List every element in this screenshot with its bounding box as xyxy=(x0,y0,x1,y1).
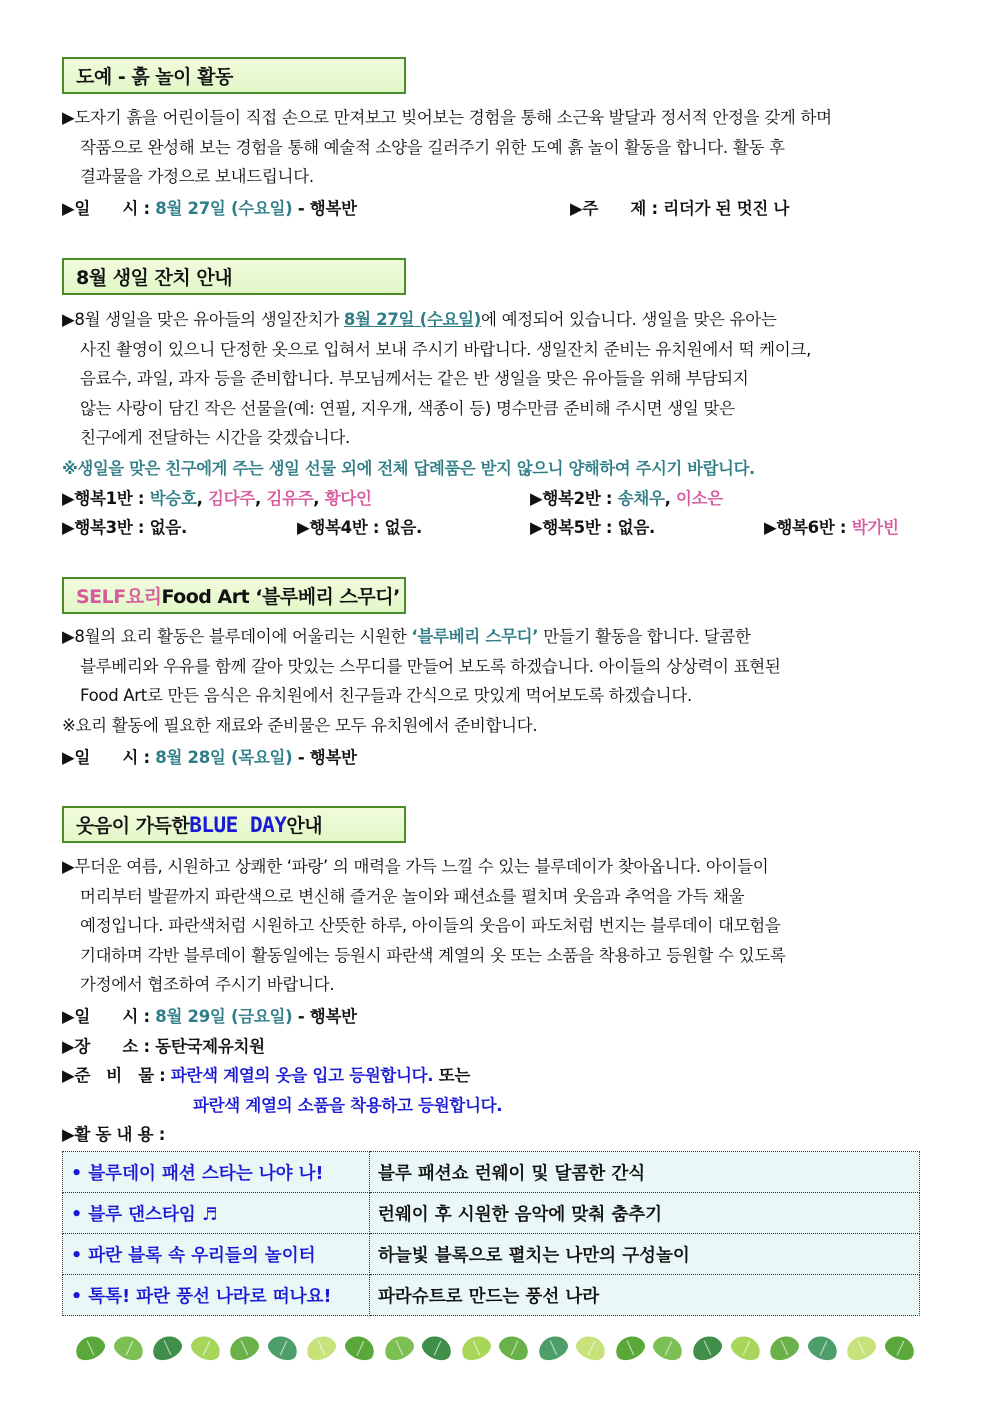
section-title-blueday xyxy=(62,806,406,843)
class5-birthdays: ▶행복5반 : 없음. xyxy=(530,518,655,537)
leaf-icon xyxy=(457,1332,493,1365)
prep-value: 파란색 계열의 옷을 입고 등원합니다. xyxy=(170,1066,434,1085)
leaf-icon xyxy=(265,1332,301,1365)
paragraph-line: 예정입니다. 파란색처럼 시원하고 산뜻한 하루, 아이들의 웃음이 파도처럼 번지는 블루데이 대모험을 xyxy=(80,916,781,935)
theme-value: 리더가 된 멋진 나 xyxy=(663,199,790,218)
text-span: ▶8월 생일을 맞은 유아들의 생일잔치가 xyxy=(62,310,344,329)
leaf-icon xyxy=(650,1332,686,1365)
date-value: 8월 27일 (수요일) xyxy=(155,199,293,218)
paragraph-line: 음료수, 과일, 과자 등을 준비합니다. 부모님께서는 같은 반 생일을 맞은 유아들을 위해 부담되지 xyxy=(80,369,749,388)
activity-name: • 톡톡! 파란 풍선 나라로 떠나요! xyxy=(63,1275,370,1316)
leaf-icon xyxy=(303,1332,339,1365)
paragraph-line: ※요리 활동에 필요한 재료와 준비물은 모두 유치원에서 준비합니다. xyxy=(62,715,538,735)
pottery-date xyxy=(62,195,357,219)
child-name: 이소은 xyxy=(676,489,723,508)
class-label: ▶행복1반 : xyxy=(62,489,150,508)
activity-desc: 하늘빛 블록으로 펼치는 나만의 구성놀이 xyxy=(370,1234,920,1275)
prep-label: ▶준 비 물 : xyxy=(62,1066,171,1085)
section-title-birthday xyxy=(62,258,406,295)
birthday-note: ※생일을 맞은 친구에게 주는 생일 선물 외에 전체 답례품은 받지 않으니 양해하여 주시기 바랍니다. xyxy=(62,459,755,478)
leaf-icon xyxy=(535,1332,571,1365)
text-span: ▶8월의 요리 활동은 블루데이에 어울리는 시원한 xyxy=(62,627,412,646)
section-title-text: Food Art ‘블루베리 스무디’ xyxy=(161,586,400,608)
leaf-icon xyxy=(612,1332,648,1365)
leaf-icon xyxy=(689,1332,725,1365)
table-row xyxy=(63,1193,920,1234)
paragraph-line: 작품으로 완성해 보는 경험을 통해 예술적 소양을 길러주기 위한 도예 흙 놀이 활동을 합니다. 활동 후 xyxy=(80,137,785,157)
child-name: 황다인 xyxy=(324,489,372,508)
paragraph-line: 사진 촬영이 있으니 단정한 옷으로 입혀서 보내 주시기 바랍니다. 생일잔치 준비는 유치원에서 떡 케이크, xyxy=(80,339,812,359)
date-suffix: - 행복반 xyxy=(292,1007,357,1026)
paragraph-line xyxy=(62,622,930,652)
table-row xyxy=(63,1234,920,1275)
date-value: 8월 28일 (목요일) xyxy=(155,748,293,767)
leaf-icon xyxy=(72,1332,108,1365)
class-label: ▶행복6반 : xyxy=(764,518,852,537)
paragraph-line: 블루베리와 우유를 함께 갈아 맛있는 스무디를 만들어 보도록 하겠습니다. 아이들의 상상력이 표현된 xyxy=(80,656,781,676)
section-title-text: 8월 생일 잔치 안내 xyxy=(76,267,233,289)
leaf-border-decoration xyxy=(75,1337,915,1365)
prep-value-2: 파란색 계열의 소품을 착용하고 등원합니다. xyxy=(193,1096,503,1115)
cooking-date xyxy=(62,744,357,768)
cooking-description xyxy=(62,622,930,740)
activities-label: ▶활 동 내 용 : xyxy=(62,1125,166,1144)
child-name: 박승호 xyxy=(149,489,197,508)
leaf-icon xyxy=(149,1332,185,1365)
activity-desc: 블루 패션쇼 런웨이 및 달콤한 간식 xyxy=(370,1152,920,1193)
self-cooking-label: SELF요리 xyxy=(76,586,162,608)
activities-table xyxy=(62,1151,920,1316)
pottery-description xyxy=(62,103,930,192)
paragraph-line: 가정에서 협조하여 주시기 바랍니다. xyxy=(80,975,335,994)
place-value: 동탄국제유치원 xyxy=(155,1037,265,1056)
date-suffix: - 행복반 xyxy=(292,199,357,218)
birthday-date: 8월 27일 (수요일) xyxy=(343,310,482,329)
section-title-cooking xyxy=(62,577,406,614)
activity-desc: 런웨이 후 시원한 음악에 맞춰 춤추기 xyxy=(370,1193,920,1234)
paragraph-line: Food Art로 만든 음식은 유치원에서 친구들과 간식으로 맛있게 먹어보도록 하겠습니다. xyxy=(80,686,692,705)
leaf-icon xyxy=(342,1332,378,1365)
class-label: ▶행복2반 : xyxy=(530,489,618,508)
leaf-icon xyxy=(882,1332,918,1365)
prep-connector: 또는 xyxy=(433,1066,470,1085)
child-name: 송채우 xyxy=(617,489,665,508)
date-value: 8월 29일 (금요일) xyxy=(155,1007,293,1026)
paragraph-line: 결과물을 가정으로 보내드립니다. xyxy=(80,167,314,186)
class4-birthdays: ▶행복4반 : 없음. xyxy=(297,518,422,537)
leaf-icon xyxy=(380,1332,416,1365)
leaf-icon xyxy=(843,1332,879,1365)
class3-birthdays: ▶행복3반 : 없음. xyxy=(62,518,187,537)
paragraph-line: 않는 사랑이 담긴 작은 선물을(예: 연필, 지우개, 색종이 등) 명수만큼 준비해 주시면 생일 맞은 xyxy=(80,398,735,418)
activity-name: • 블루데이 패션 스타는 나야 나! xyxy=(63,1152,370,1193)
text-span: 만들기 활동을 합니다. 달콤한 xyxy=(538,627,751,646)
pottery-theme xyxy=(570,195,789,219)
child-name: 김유주 xyxy=(266,489,314,508)
blueday-date xyxy=(62,1003,357,1027)
paragraph-line xyxy=(62,305,930,335)
birthday-description xyxy=(62,305,930,453)
leaf-icon xyxy=(573,1332,609,1365)
date-label: ▶일 시 : xyxy=(62,199,156,218)
section-title-text: 웃음이 가득한 xyxy=(76,815,190,837)
place-label: ▶장 소 : xyxy=(62,1037,156,1056)
class6-birthdays xyxy=(764,514,899,538)
date-label: ▶일 시 : xyxy=(62,748,156,767)
smoothie-highlight: ‘블루베리 스무디’ xyxy=(411,627,539,646)
text-span: 에 예정되어 있습니다. 생일을 맞은 유아는 xyxy=(481,310,777,329)
paragraph-line: 기대하며 각반 블루데이 활동일에는 등원시 파란색 계열의 옷 또는 소품을 착용하고 등원할 수 있도록 xyxy=(80,945,786,965)
leaf-icon xyxy=(804,1332,840,1365)
blueday-place xyxy=(62,1033,265,1057)
class1-birthdays: ▶행복1반 : 박승호, 김다주, 김유주, 황다인 xyxy=(62,489,372,508)
leaf-icon xyxy=(419,1332,455,1365)
activity-name: • 파란 블록 속 우리들의 놀이터 xyxy=(63,1234,370,1275)
class2-birthdays: ▶행복2반 : 송채우, 이소은 xyxy=(530,489,723,508)
paragraph-line: 머리부터 발끝까지 파란색으로 변신해 즐거운 놀이와 패션쇼를 펼치며 웃음과 추억을 가득 채울 xyxy=(80,886,745,906)
section-title-text: 안내 xyxy=(286,815,323,837)
table-row xyxy=(63,1152,920,1193)
paragraph-line: ▶도자기 흙을 어린이들이 직접 손으로 만져보고 빚어보는 경험을 통해 소근육 발달과 정서적 안정을 갖게 하며 xyxy=(62,108,832,127)
paragraph-line: 친구에게 전달하는 시간을 갖겠습니다. xyxy=(80,428,351,447)
section-title-text: 도예 - 흙 놀이 활동 xyxy=(76,66,233,88)
blue-day-label: BLUE DAY xyxy=(189,812,287,837)
leaf-icon xyxy=(766,1332,802,1365)
blueday-description xyxy=(62,852,930,1000)
leaf-icon xyxy=(110,1332,146,1365)
theme-label: ▶주 제 : xyxy=(570,199,664,218)
section-title-pottery xyxy=(62,57,406,94)
child-name: 김다주 xyxy=(208,489,255,508)
date-suffix: - 행복반 xyxy=(292,748,357,767)
table-row xyxy=(63,1275,920,1316)
leaf-icon xyxy=(727,1332,763,1365)
leaf-icon xyxy=(187,1332,223,1365)
paragraph-line: ▶무더운 여름, 시원하고 상쾌한 ‘파랑’ 의 매력을 가득 느낄 수 있는 블루데이가 찾아옵니다. 아이들이 xyxy=(62,857,769,876)
activity-name: • 블루 댄스타임 ♬ xyxy=(63,1193,370,1234)
activity-desc: 파라슈트로 만드는 풍선 나라 xyxy=(370,1275,920,1316)
leaf-icon xyxy=(226,1332,262,1365)
child-name: 박가빈 xyxy=(851,518,899,537)
date-label: ▶일 시 : xyxy=(62,1007,156,1026)
blueday-prep xyxy=(62,1062,470,1086)
leaf-icon xyxy=(496,1332,532,1365)
